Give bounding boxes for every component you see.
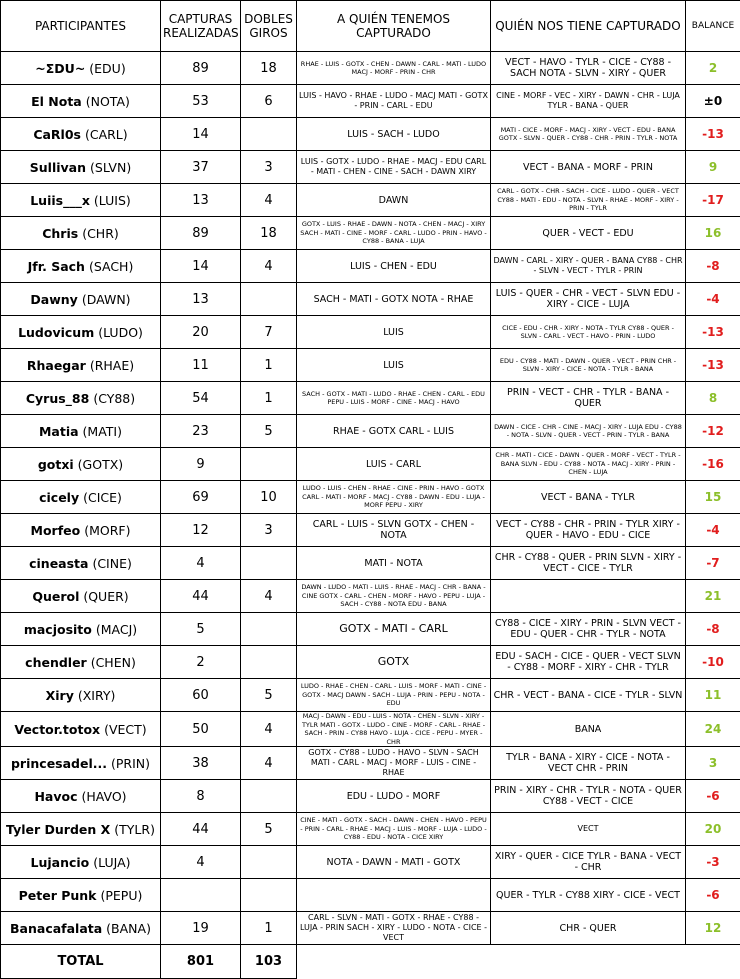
participant-code: (QUER) [83,589,128,604]
captured-by-cell: PRIN - XIRY - CHR - TYLR - NOTA - QUER CY88 - VECT - CICE [491,780,686,813]
captured-cell: NOTA - DAWN - MATI - GOTX [297,846,491,879]
participant-cell [1,780,161,813]
doubles-cell [241,646,297,679]
balance-cell: -7 [686,547,740,580]
participant-code: (RHAE) [90,358,134,373]
captures-cell [161,879,241,912]
participant-code: (LUIS) [94,193,131,208]
participant-code: (SACH) [89,259,133,274]
captured-by-cell: CHR - MATI - CICE - DAWN - QUER - MORF - VECT - TYLR - BANA SLVN - EDU - CY88 - NOTA - MACJ - XIRY - PRIN - CHEN - LUJA [491,448,686,481]
header-row [1,1,740,52]
participant-code: (CHEN) [91,655,136,670]
captures-cell: 20 [161,316,241,349]
participant-name: princesadel... [11,756,107,771]
captured-cell: GOTX - LUIS - RHAE - DAWN - NOTA - CHEN - MACJ - XIRY SACH - MATI - CINE - MORF - CARL - LUDO - PRIN - HAVO - CY88 - BANA - LUJA [297,217,491,250]
captures-cell: 9 [161,448,241,481]
participant-name: Matia [39,424,79,439]
captured-cell: LUIS - CHEN - EDU [297,250,491,283]
participant-code: (MACJ) [96,622,137,637]
table-row [1,151,740,184]
participant-name: Dawny [30,292,77,307]
header-participants: PARTICIPANTES [1,1,161,52]
table-row [1,349,740,382]
doubles-cell: 5 [241,679,297,712]
captures-cell: 4 [161,846,241,879]
balance-cell: 3 [686,747,740,780]
participant-cell [1,646,161,679]
balance-cell: ±0 [686,85,740,118]
captured-by-cell: CHR - QUER [491,912,686,945]
captured-by-cell: PRIN - VECT - CHR - TYLR - BANA - QUER [491,382,686,415]
table-row [1,52,740,85]
captures-cell: 19 [161,912,241,945]
balance-cell: -13 [686,316,740,349]
captured-cell: CARL - SLVN - MATI - GOTX - RHAE - CY88 - LUJA - PRIN SACH - XIRY - LUDO - NOTA - CICE - VECT [297,912,491,945]
participant-cell [1,382,161,415]
doubles-cell [241,547,297,580]
captured-cell: LUIS - SACH - LUDO [297,118,491,151]
doubles-cell: 18 [241,52,297,85]
captures-cell: 89 [161,52,241,85]
balance-cell: 8 [686,382,740,415]
participant-name: Havoc [34,789,77,804]
captured-cell [297,879,491,912]
participant-cell [1,85,161,118]
captured-by-cell: BANA [491,712,686,747]
doubles-cell: 3 [241,514,297,547]
participant-code: (TYLR) [114,822,155,837]
captures-cell: 38 [161,747,241,780]
captured-by-cell: DAWN - CARL - XIRY - QUER - BANA CY88 - CHR - SLVN - VECT - TYLR - PRIN [491,250,686,283]
doubles-cell [241,283,297,316]
participant-cell [1,481,161,514]
participant-cell [1,415,161,448]
participant-cell [1,217,161,250]
table-row [1,184,740,217]
participant-code: (CICE) [83,490,122,505]
captures-cell: 13 [161,184,241,217]
participant-code: (LUDO) [98,325,143,340]
doubles-cell: 4 [241,250,297,283]
captures-cell: 37 [161,151,241,184]
participant-cell [1,747,161,780]
participant-name: Lujancio [30,855,89,870]
captures-cell: 12 [161,514,241,547]
table-row [1,316,740,349]
balance-cell: 20 [686,813,740,846]
captured-by-cell: EDU - SACH - CICE - QUER - VECT SLVN - CY88 - MORF - XIRY - CHR - TYLR [491,646,686,679]
participant-code: (PEPU) [100,888,142,903]
total-captures: 801 [161,945,241,979]
captured-by-cell: CARL - GOTX - CHR - SACH - CICE - LUDO - QUER - VECT CY88 - MATI - EDU - NOTA - SLVN - RHAE - MORF - XIRY - PRIN - TYLR [491,184,686,217]
participant-name: chendler [25,655,87,670]
captured-by-cell: CHR - VECT - BANA - CICE - TYLR - SLVN [491,679,686,712]
table-row [1,747,740,780]
header-captures: CAPTURAS REALIZADAS [161,1,241,52]
table-body [1,52,740,945]
balance-cell: -4 [686,514,740,547]
table-row [1,613,740,646]
doubles-cell [241,448,297,481]
table-row [1,514,740,547]
doubles-cell: 4 [241,712,297,747]
participant-cell [1,151,161,184]
captures-cell: 23 [161,415,241,448]
participant-cell [1,250,161,283]
balance-cell: 21 [686,580,740,613]
participant-cell [1,349,161,382]
participant-name: macjosito [24,622,92,637]
captured-by-cell: TYLR - BANA - XIRY - CICE - NOTA - VECT CHR - PRIN [491,747,686,780]
captured-by-cell: CHR - CY88 - QUER - PRIN SLVN - XIRY - VECT - CICE - TYLR [491,547,686,580]
captures-cell: 44 [161,813,241,846]
balance-cell: -10 [686,646,740,679]
captured-by-cell: VECT - CY88 - CHR - PRIN - TYLR XIRY - QUER - HAVO - EDU - CICE [491,514,686,547]
table-row [1,846,740,879]
total-row [1,945,740,979]
participant-cell [1,912,161,945]
captures-cell: 4 [161,547,241,580]
participant-cell [1,316,161,349]
participant-name: Sullivan [30,160,86,175]
captured-by-cell: CINE - MORF - VEC - XIRY - DAWN - CHR - LUJA TYLR - BANA - QUER [491,85,686,118]
balance-cell: 11 [686,679,740,712]
doubles-cell: 5 [241,813,297,846]
participant-name: Peter Punk [19,888,97,903]
doubles-cell: 1 [241,912,297,945]
table-row [1,813,740,846]
participant-code: (BANA) [106,921,151,936]
balance-cell: -13 [686,349,740,382]
doubles-cell: 18 [241,217,297,250]
balance-cell: -17 [686,184,740,217]
doubles-cell: 4 [241,580,297,613]
participant-code: (EDU) [89,61,125,76]
participant-cell [1,613,161,646]
captured-cell: MATI - NOTA [297,547,491,580]
participant-cell [1,846,161,879]
doubles-cell: 6 [241,85,297,118]
balance-cell: 2 [686,52,740,85]
participant-name: Ludovicum [18,325,94,340]
participant-cell [1,547,161,580]
balance-cell: -8 [686,250,740,283]
participant-code: (DAWN) [82,292,131,307]
table-row [1,481,740,514]
captures-cell: 5 [161,613,241,646]
participant-name: Morfeo [31,523,81,538]
participant-cell [1,184,161,217]
captures-cell: 8 [161,780,241,813]
participant-code: (CARL) [85,127,128,142]
captured-cell: CINE - MATI - GOTX - SACH - DAWN - CHEN - HAVO - PEPU - PRIN - CARL - RHAE - MACJ - LUIS - MORF - LUJA - LUDO - CY88 - EDU - NOTA - CICE XIRY [297,813,491,846]
participant-code: (LUJA) [93,855,130,870]
doubles-cell: 3 [241,151,297,184]
captured-cell: LUIS - CARL [297,448,491,481]
table-row [1,118,740,151]
captures-cell: 13 [161,283,241,316]
captured-by-cell: CY88 - CICE - XIRY - PRIN - SLVN VECT - EDU - QUER - CHR - TYLR - NOTA [491,613,686,646]
table-row [1,217,740,250]
participant-cell [1,118,161,151]
balance-cell: -3 [686,846,740,879]
balance-cell: -13 [686,118,740,151]
header-doubles: DOBLES GIROS [241,1,297,52]
doubles-cell [241,613,297,646]
captured-cell: SACH - MATI - GOTX NOTA - RHAE [297,283,491,316]
participant-code: (XIRY) [78,688,116,703]
participant-cell [1,514,161,547]
participant-name: cicely [39,490,79,505]
table-row [1,780,740,813]
captures-cell: 60 [161,679,241,712]
captured-cell: CARL - LUIS - SLVN GOTX - CHEN - NOTA [297,514,491,547]
captured-by-cell: QUER - VECT - EDU [491,217,686,250]
captured-cell: RHAE - LUIS - GOTX - CHEN - DAWN - CARL - MATI - LUDO MACJ - MORF - PRIN - CHR [297,52,491,85]
participant-name: Cyrus_88 [26,391,89,406]
participant-cell [1,712,161,747]
captures-cell: 2 [161,646,241,679]
captures-cell: 11 [161,349,241,382]
table-row [1,646,740,679]
captured-cell: GOTX [297,646,491,679]
captures-cell: 69 [161,481,241,514]
participant-name: gotxi [38,457,74,472]
doubles-cell [241,879,297,912]
balance-cell: -6 [686,879,740,912]
captured-cell: LUDO - RHAE - CHEN - CARL - LUIS - MORF - MATI - CINE - GOTX - MACJ DAWN - SACH - LUJA - PRIN - PEPU - NOTA - EDU [297,679,491,712]
balance-cell: -12 [686,415,740,448]
captured-cell: SACH - GOTX - MATI - LUDO - RHAE - CHEN - CARL - EDU PEPU - LUIS - MORF - CINE - MACJ - HAVO [297,382,491,415]
captured-by-cell: EDU - CY88 - MATI - DAWN - QUER - VECT - PRIN CHR - SLVN - XIRY - CICE - NOTA - TYLR - BANA [491,349,686,382]
participant-name: cineasta [29,556,88,571]
balance-cell: 9 [686,151,740,184]
doubles-cell: 1 [241,382,297,415]
participant-name: Querol [32,589,79,604]
balance-cell: 12 [686,912,740,945]
participant-code: (MORF) [84,523,130,538]
captured-cell: LUIS - GOTX - LUDO - RHAE - MACJ - EDU CARL - MATI - CHEN - CINE - SACH - DAWN XIRY [297,151,491,184]
participant-cell [1,283,161,316]
captured-cell: GOTX - MATI - CARL [297,613,491,646]
table-row [1,879,740,912]
participant-cell [1,813,161,846]
table-row [1,283,740,316]
participant-name: Chris [42,226,78,241]
captured-by-cell: VECT - HAVO - TYLR - CICE - CY88 - SACH NOTA - SLVN - XIRY - QUER [491,52,686,85]
participant-cell [1,52,161,85]
table-row [1,912,740,945]
table-row [1,448,740,481]
participant-code: (SLVN) [90,160,131,175]
header-captured: A QUIÉN TENEMOS CAPTURADO [297,1,491,52]
doubles-cell [241,846,297,879]
table-row [1,679,740,712]
participant-name: ~ΣDU~ [35,61,85,76]
participant-name: Luiis___x [30,193,90,208]
doubles-cell: 4 [241,747,297,780]
table-row [1,250,740,283]
captured-by-cell: VECT - BANA - MORF - PRIN [491,151,686,184]
participant-name: Xiry [46,688,74,703]
captured-by-cell: VECT - BANA - TYLR [491,481,686,514]
captured-cell: DAWN [297,184,491,217]
captured-by-cell: VECT [491,813,686,846]
captured-by-cell: DAWN - CICE - CHR - CINE - MACJ - XIRY - LUJA EDU - CY88 - NOTA - SLVN - QUER - VECT - PRIN - TYLR - BANA [491,415,686,448]
captured-cell: MACJ - DAWN - EDU - LUIS - NOTA - CHEN - SLVN - XIRY - TYLR MATI - GOTX - LUDO - CINE - MORF - CARL - RHAE - SACH - PRIN - CY88 HAVO - LUJA - CICE - PEPU - MYER - CHR [297,712,491,747]
captured-by-cell: QUER - TYLR - CY88 XIRY - CICE - VECT [491,879,686,912]
table-row [1,580,740,613]
captures-cell: 50 [161,712,241,747]
table-row [1,415,740,448]
participant-cell [1,879,161,912]
captured-cell: LUIS - HAVO - RHAE - LUDO - MACJ MATI - GOTX - PRIN - CARL - EDU [297,85,491,118]
balance-cell: -8 [686,613,740,646]
total-doubles: 103 [241,945,297,979]
table-row [1,547,740,580]
captured-cell: DAWN - LUDO - MATI - LUIS - RHAE - MACJ - CHR - BANA - CINE GOTX - CARL - CHEN - MORF - HAVO - PEPU - LUJA - SACH - CY88 - NOTA EDU - BANA [297,580,491,613]
participant-code: (MATI) [83,424,122,439]
header-captured-by: QUIÉN NOS TIENE CAPTURADO [491,1,686,52]
captured-cell: RHAE - GOTX CARL - LUIS [297,415,491,448]
participant-cell [1,448,161,481]
balance-cell: -6 [686,780,740,813]
table-row [1,85,740,118]
captures-cell: 89 [161,217,241,250]
balance-cell: 15 [686,481,740,514]
participant-name: El Nota [31,94,82,109]
balance-cell: 24 [686,712,740,747]
total-empty [297,945,740,979]
participant-code: (CHR) [82,226,119,241]
captures-cell: 44 [161,580,241,613]
participant-name: Banacafalata [10,921,102,936]
participant-code: (PRIN) [111,756,150,771]
participant-cell [1,679,161,712]
table-row [1,382,740,415]
participant-name: Rhaegar [27,358,86,373]
participant-code: (NOTA) [86,94,130,109]
doubles-cell [241,118,297,151]
doubles-cell: 5 [241,415,297,448]
doubles-cell: 4 [241,184,297,217]
balance-cell: 16 [686,217,740,250]
captures-cell: 54 [161,382,241,415]
captured-by-cell: CICE - EDU - CHR - XIRY - NOTA - TYLR CY88 - QUER - SLVN - CARL - VECT - HAVO - PRIN - LUDO [491,316,686,349]
doubles-cell: 10 [241,481,297,514]
captures-cell: 14 [161,118,241,151]
doubles-cell [241,780,297,813]
participant-cell [1,580,161,613]
participant-code: (CY88) [93,391,135,406]
total-label: TOTAL [1,945,161,979]
participant-name: Tyler Durden X [6,822,110,837]
captured-by-cell [491,580,686,613]
captured-by-cell: XIRY - QUER - CICE TYLR - BANA - VECT - CHR [491,846,686,879]
captured-by-cell: LUIS - QUER - CHR - VECT - SLVN EDU - XIRY - CICE - LUJA [491,283,686,316]
participant-name: Jfr. Sach [28,259,85,274]
participant-code: (GOTX) [78,457,123,472]
balance-cell: -16 [686,448,740,481]
participant-name: Vector.totox [14,722,100,737]
header-balance: BALANCE [686,1,740,52]
captured-by-cell: MATI - CICE - MORF - MACJ - XIRY - VECT - EDU - BANA GOTX - SLVN - QUER - CY88 - CHR - PRIN - TYLR - NOTA [491,118,686,151]
participant-code: (CINE) [92,556,131,571]
captured-cell: LUIS [297,349,491,382]
captured-cell: LUIS [297,316,491,349]
captured-cell: EDU - LUDO - MORF [297,780,491,813]
captured-cell: LUDO - LUIS - CHEN - RHAE - CINE - PRIN - HAVO - GOTX CARL - MATI - MORF - MACJ - CY88 - DAWN - EDU - LUJA - MORF PEPU - XIRY [297,481,491,514]
captured-cell: GOTX - CY88 - LUDO - HAVO - SLVN - SACH MATI - CARL - MACJ - MORF - LUIS - CINE - RHAE [297,747,491,780]
captures-cell: 53 [161,85,241,118]
participant-code: (HAVO) [81,789,126,804]
table-row [1,712,740,747]
participant-code: (VECT) [104,722,147,737]
captures-cell: 14 [161,250,241,283]
participant-name: CaRl0s [33,127,81,142]
balance-cell: -4 [686,283,740,316]
doubles-cell: 1 [241,349,297,382]
doubles-cell: 7 [241,316,297,349]
